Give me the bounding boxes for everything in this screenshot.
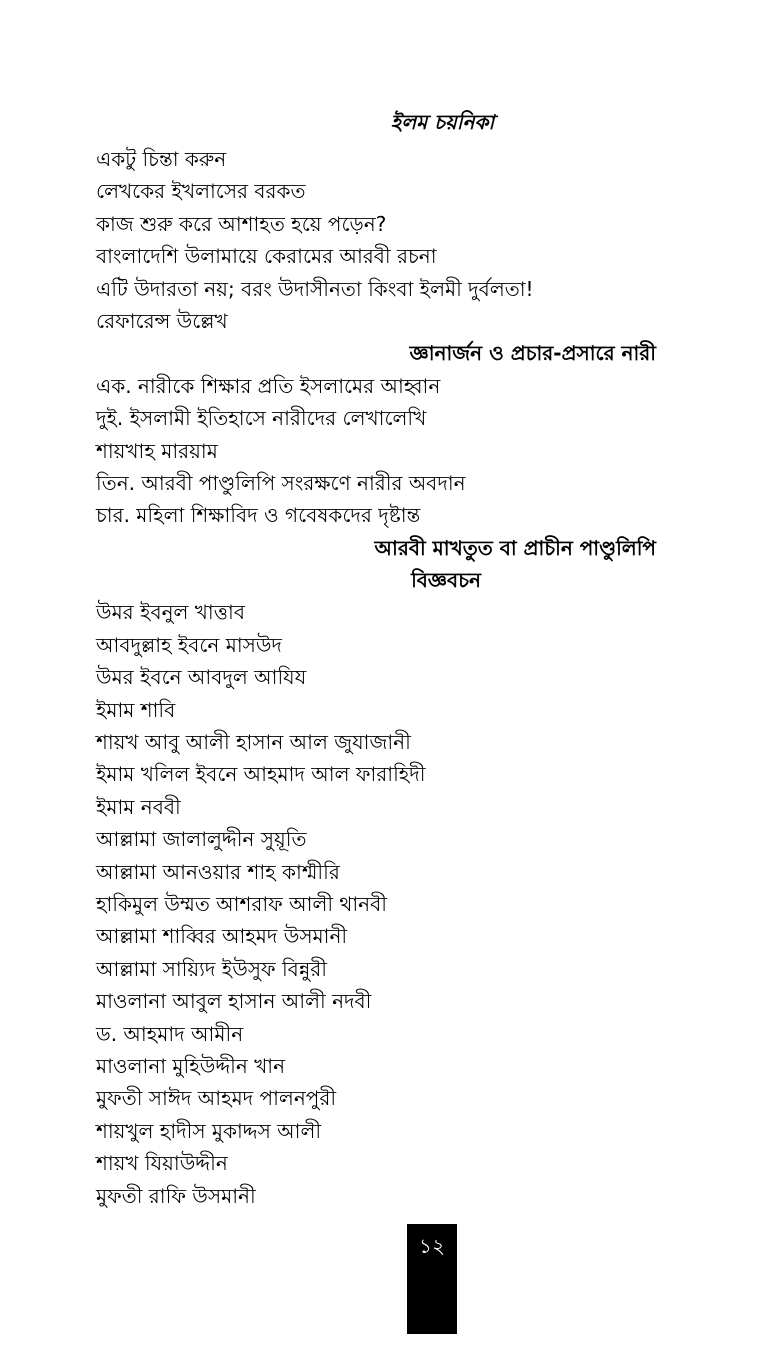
- toc-entry: ইমাম নববী: [96, 794, 181, 819]
- toc-entry: উমর ইবনুল খাত্তাব: [96, 600, 245, 625]
- toc-entry: এক. নারীকে শিক্ষার প্রতি ইসলামের আহ্বান: [96, 373, 441, 398]
- toc-entry: আল্লামা সায়্যিদ ইউসুফ বিন্নুরী: [96, 956, 327, 981]
- toc-entry: ইমাম শাবি: [96, 697, 176, 722]
- toc-entry: হাকিমুল উম্মত আশরাফ আলী থানবী: [96, 891, 387, 916]
- toc-entry: তিন. আরবী পাণ্ডুলিপি সংরক্ষণে নারীর অবদান: [96, 470, 466, 495]
- toc-entry: আল্লামা জালালুদ্দীন সুয়ূতি: [96, 827, 307, 852]
- toc-entry: উমর ইবনে আবদুল আযিয: [96, 665, 307, 690]
- toc-entry: আল্লামা আনওয়ার শাহ কাশ্মীরি: [96, 859, 340, 884]
- toc-entry: আল্লামা শাব্বির আহমদ উসমানী: [96, 924, 348, 949]
- toc-entry: লেখকের ইখলাসের বরকত: [96, 179, 306, 204]
- toc-entry: আবদুল্লাহ ইবনে মাসউদ: [96, 632, 282, 657]
- section-heading: বিজ্ঞবচন: [411, 568, 481, 593]
- toc-entry: কাজ শুরু করে আশাহত হয়ে পড়েন?: [96, 211, 387, 236]
- page-number: ১২: [407, 1224, 457, 1334]
- toc-entry: চার. মহিলা শিক্ষাবিদ ও গবেষকদের দৃষ্টান্ত: [96, 503, 421, 528]
- toc-entry: মুফতী রাফি উসমানী: [96, 1183, 256, 1208]
- table-of-contents: [96, 143, 656, 1212]
- toc-entry: এটি উদারতা নয়; বরং উদাসীনতা কিংবা ইলমী দুর্বলতা!: [96, 276, 534, 301]
- toc-entry: রেফারেন্স উল্লেখ: [96, 308, 228, 333]
- toc-entry: মাওলানা মুহিউদ্দীন খান: [96, 1053, 286, 1078]
- toc-entry: শায়খ যিয়াউদ্দীন: [96, 1151, 228, 1176]
- toc-entry: ড. আহমাদ আমীন: [96, 1021, 244, 1046]
- toc-entry: শায়খুল হাদীস মুকাদ্দস আলী: [96, 1118, 322, 1143]
- toc-entry: মুফতী সাঈদ আহমদ পালনপুরী: [96, 1086, 337, 1111]
- toc-entry: শায়খাহ মারয়াম: [96, 438, 218, 463]
- toc-entry: মাওলানা আবুল হাসান আলী নদবী: [96, 989, 372, 1014]
- section-heading: জ্ঞানার্জন ও প্রচার-প্রসারে নারী: [409, 341, 656, 366]
- toc-entry: বাংলাদেশি উলামায়ে কেরামের আরবী রচনা: [96, 244, 437, 269]
- toc-entry: শায়খ আবু আলী হাসান আল জুযাজানী: [96, 730, 411, 755]
- toc-entry: একটু চিন্তা করুন: [96, 147, 227, 171]
- section-heading: আরবী মাখতুত বা প্রাচীন পাণ্ডুলিপি: [374, 535, 656, 560]
- running-header: ইলম চয়নিকা: [390, 110, 495, 134]
- toc-entry: ইমাম খলিল ইবনে আহমাদ আল ফারাহিদী: [96, 762, 426, 787]
- toc-entry: দুই. ইসলামী ইতিহাসে নারীদের লেখালেখি: [96, 406, 427, 431]
